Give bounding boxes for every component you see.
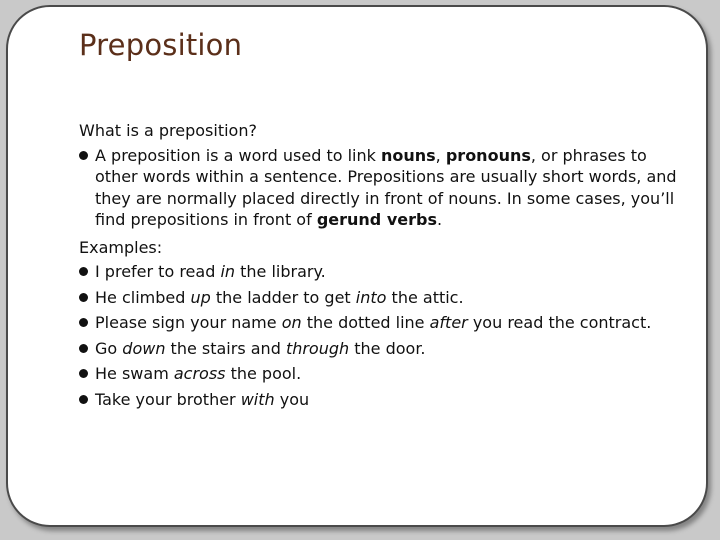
- slide-body: [79, 120, 679, 414]
- example-item: [79, 389, 679, 411]
- example-text: [95, 288, 464, 307]
- example-preposition: across: [173, 364, 226, 383]
- bullet-icon: [79, 267, 88, 276]
- definition-gerund-verbs: gerund verbs: [316, 210, 437, 229]
- definition-part1: A preposition is a word used to link: [95, 145, 381, 165]
- example-middle: the library.: [235, 262, 326, 281]
- example-preposition: on: [281, 313, 302, 332]
- example-after: the attic.: [386, 287, 464, 307]
- example-before: Go: [95, 338, 123, 358]
- example-before: I prefer to read: [95, 262, 221, 281]
- bullet-icon: [79, 369, 88, 378]
- example-item: [79, 338, 679, 360]
- question-text: What is a preposition?: [79, 121, 257, 140]
- example-preposition: with: [240, 389, 275, 409]
- example-before: Take your brother: [95, 389, 241, 409]
- example-preposition: down: [122, 338, 166, 358]
- example-item: [79, 261, 679, 283]
- example-before: He climbed: [95, 287, 191, 307]
- example-middle: the dotted line: [301, 313, 430, 332]
- bullet-icon: [79, 395, 88, 404]
- definition-text: [95, 146, 677, 230]
- example-preposition: through: [285, 338, 350, 358]
- slide-title: Preposition: [79, 28, 243, 62]
- definition-part2: , or phrases to other words within a sentence. Prepositions are usually short words, and they are normally placed directly in front of nouns. In some cases, you’ll find prepositions in front of: [95, 145, 677, 229]
- example-preposition: in: [220, 262, 236, 281]
- example-text: [95, 339, 426, 358]
- example-middle: the ladder to get: [210, 287, 356, 307]
- example-middle: you: [274, 389, 310, 409]
- bullet-icon: [79, 318, 88, 327]
- bullet-icon: [79, 293, 88, 302]
- example-middle: the pool.: [225, 364, 302, 383]
- example-preposition: up: [190, 287, 211, 307]
- example-before: Please sign your name: [95, 313, 282, 332]
- example-after: you read the contract.: [467, 313, 652, 332]
- definition-nouns: nouns: [380, 145, 436, 165]
- definition-pronouns: pronouns: [445, 145, 531, 165]
- example-text: [95, 390, 309, 409]
- example-item: [79, 312, 679, 334]
- bullet-icon: [79, 344, 88, 353]
- definition-part3: .: [436, 210, 443, 229]
- example-after: the door.: [349, 338, 426, 358]
- example-text: [95, 262, 326, 281]
- example-text: [95, 313, 651, 332]
- example-item: [79, 363, 679, 385]
- example-item: [79, 287, 679, 309]
- example-preposition: into: [355, 287, 387, 307]
- example-text: [95, 364, 301, 383]
- example-middle: the stairs and: [165, 338, 286, 358]
- definition-item: [79, 145, 679, 231]
- examples-label: Examples:: [79, 237, 163, 257]
- definition-separator: ,: [435, 145, 446, 165]
- bullet-icon: [79, 151, 88, 160]
- example-before: He swam: [95, 364, 174, 383]
- example-preposition: after: [429, 313, 468, 332]
